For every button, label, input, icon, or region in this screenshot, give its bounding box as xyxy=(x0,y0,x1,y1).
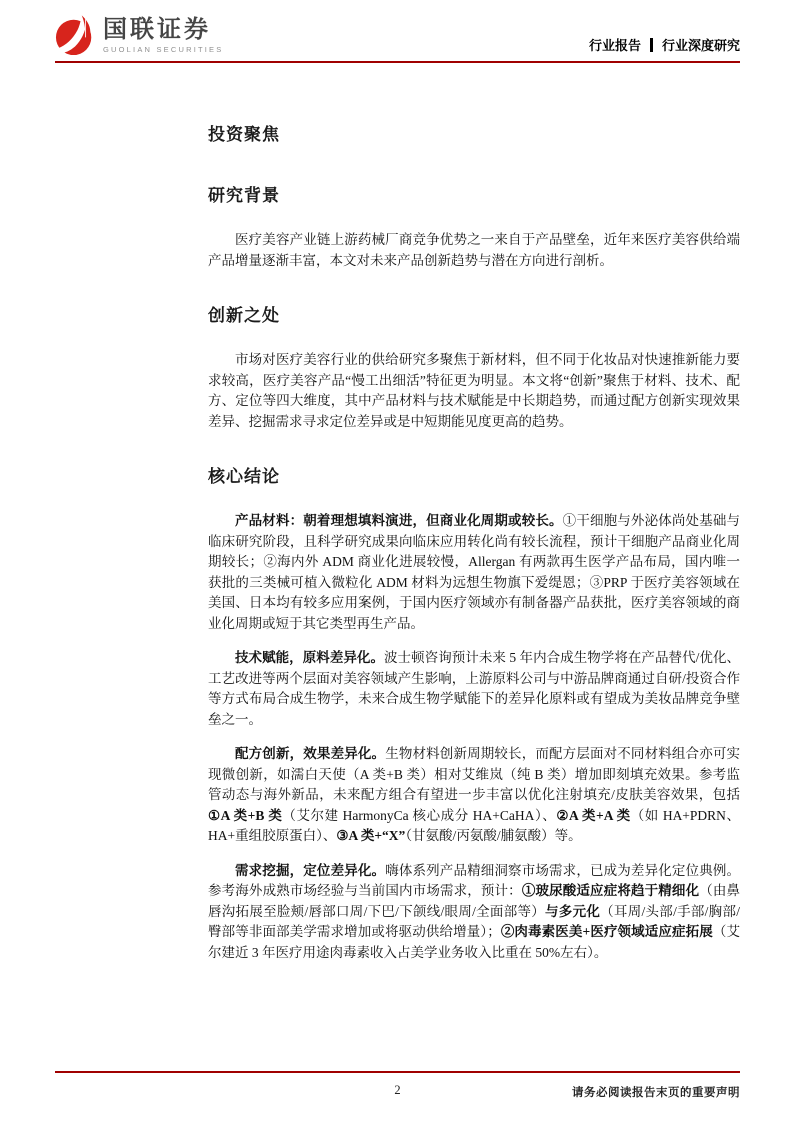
bold-text-run: 技术赋能，原料差异化。 xyxy=(235,650,385,665)
brand-text xyxy=(103,17,223,54)
brand-logo xyxy=(55,14,223,56)
bold-text-run: ①玻尿酸适应症将趋于精细化 xyxy=(521,883,700,898)
paragraph xyxy=(208,744,740,847)
bold-text-run: 需求挖掘，定位差异化。 xyxy=(235,862,386,878)
brand-name-en: GUOLIAN SECURITIES xyxy=(103,44,224,54)
report-subtype: 行业深度研究 xyxy=(661,38,740,53)
bold-text-run: ②肉毒素医美+医疗领域适应症拓展 xyxy=(500,924,713,939)
page-title: 投资聚焦 xyxy=(208,125,280,144)
text-run: （耳周/头部/手部/胸部/臀部等非面部美学需求增加或将驱动供给增量）； xyxy=(208,903,740,939)
text-run: ①干细胞与外泌体尚处基础与临床研究阶段，且科学研究成果向临床应用转化尚有较长流程，预计干细胞产品商业化周期较长；②海内外 ADM 商业化进展较慢，Allergan 有两款再生医学产品布局，国内唯一获批的三类械可植入微粒化 ADM 材料为远想生物旗下爱缇恩；③PRP 于医疗美容领域在美国、日本均有较多应用案例，于国内医疗领域亦有制备器产品获批，医疗美容领域的商业化周期或短于其它类型再生产品。 xyxy=(208,513,741,631)
report-type: 行业报告 xyxy=(588,38,641,53)
bold-text-run: ②A 类+A 类 xyxy=(556,807,631,823)
page-header xyxy=(55,14,740,60)
paragraph xyxy=(208,861,740,964)
page-number: 2 xyxy=(394,1083,401,1097)
text-run: 波士顿咨询预计未来 5 年内合成生物学将在产品替代/优化、工艺改进等两个层面对美容领域产生影响，上游原料公司与中游品牌商通过自研/投资合作等方式布局合成生物学，未来合成生物学赋能下的差异化原料或有望成为美妆品牌竞争壁垒之一。 xyxy=(208,650,741,727)
text-run: （艾尔建近 3 年医疗用途肉毒素收入占美学业务收入比重在 50%左右）。 xyxy=(208,924,741,960)
text-run: （如 HA+PDRN、 HA+重组胶原蛋白）、 xyxy=(208,807,741,843)
bold-text-run: ①A 类+B 类 xyxy=(208,807,283,823)
guolian-logo-icon xyxy=(55,14,97,56)
paragraph xyxy=(208,511,740,634)
text-run: 市场对医疗美容行业的供给研究多聚焦于新材料，但不同于化妆品对快速推新能力要求较高，医疗美容产品“慢工出细活”特征更为明显。本文将“创新”聚焦于材料、技术、配方、定位等四大维度，其中产品材料与技术赋能是中长期趋势，而通过配方创新实现效果差异、挖掘需求寻求定位差异或是中短期能见度更高的趋势。 xyxy=(208,352,740,429)
brand-name-cn: 国联证券 xyxy=(103,16,211,43)
bold-text-run: 产品材料：朝着理想填料演进，但商业化周期或较长。 xyxy=(235,513,563,528)
text-run: （艾尔建 HarmonyCa 核心成分 HA+CaHA）、 xyxy=(282,807,557,823)
bold-text-run: 与多元化 xyxy=(545,903,601,919)
text-run: 生物材料创新周期较长，而配方层面对不同材料组合亦可实现微创新，如濡白天使（A 类+B 类）相对艾维岚（纯 B 类）增加即刻填充效果。参考监管动态与海外新品，未来配方组合有望进一步丰富以优化注射填充/皮肤美容效果，包括 xyxy=(208,746,741,802)
section-heading: 研究背景 xyxy=(208,186,280,205)
section-heading: 核心结论 xyxy=(208,467,280,486)
divider-bar xyxy=(650,38,653,52)
footer-rule xyxy=(55,1071,740,1073)
section-heading: 创新之处 xyxy=(208,306,280,325)
report-type-labels xyxy=(589,35,740,54)
header-rule xyxy=(55,61,740,63)
paragraph xyxy=(208,350,740,432)
document-body xyxy=(208,120,740,977)
bold-text-run: ③A 类+“X” xyxy=(336,828,406,843)
text-run: （甘氨酸/丙氨酸/脯氨酸）等。 xyxy=(405,828,582,843)
bold-text-run: 配方创新，效果差异化。 xyxy=(235,746,386,761)
footer-disclaimer: 请务必阅读报告末页的重要声明 xyxy=(572,1087,740,1099)
text-run: 医疗美容产业链上游药械厂商竞争优势之一来自于产品壁垒，近年来医疗美容供给端产品增量逐渐丰富，本文对未来产品创新趋势与潜在方向进行剖析。 xyxy=(208,232,740,268)
paragraph xyxy=(208,230,740,271)
paragraph xyxy=(208,648,740,730)
text-run: （由鼻唇沟拓展至脸颊/唇部口周/下巴/下颌线/眼周/全面部等） xyxy=(208,883,741,919)
text-run: 嗨体系列产品精细洞察市场需求，已成为差异化定位典例。参考海外成熟市场经验与当前国内市场需求，预计： xyxy=(208,862,741,898)
